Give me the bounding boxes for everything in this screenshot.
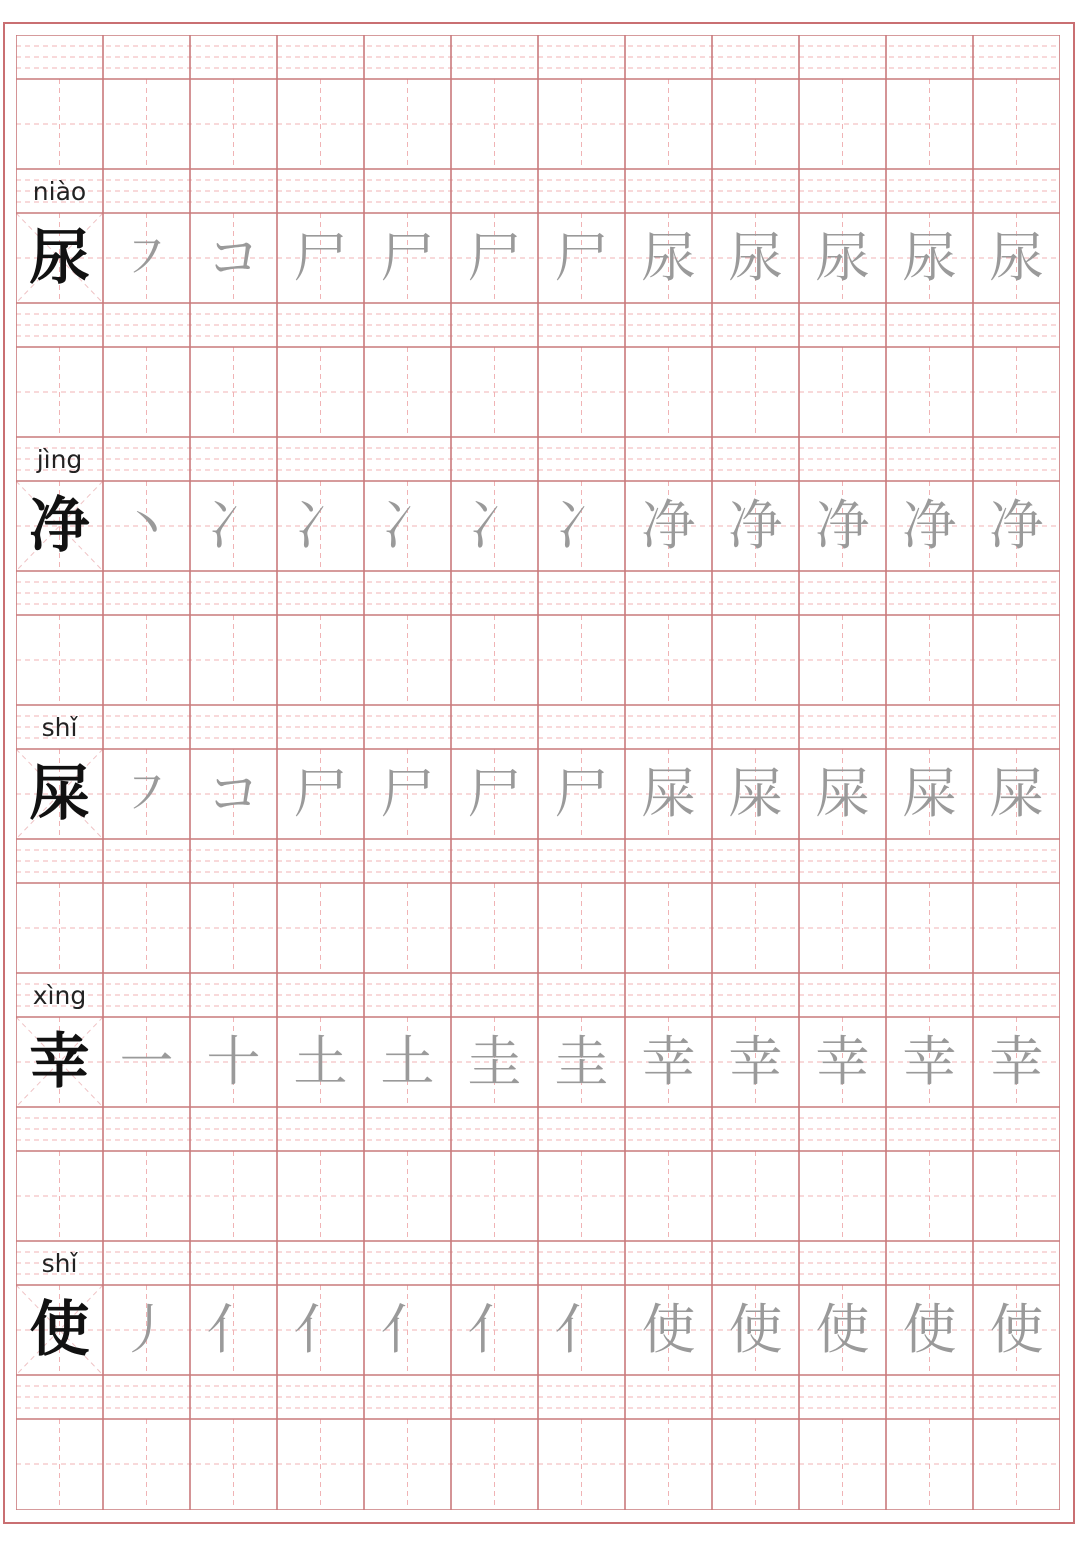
stroke-order-step: 尿 (815, 226, 870, 289)
stroke-order-step: ㇇ (119, 762, 174, 825)
stroke-order-step: 净 (728, 494, 783, 557)
stroke-order-step: 使 (989, 1298, 1044, 1361)
stroke-order-step: 冫 (380, 494, 435, 557)
model-character: 使 (29, 1295, 90, 1365)
model-character: 净 (29, 491, 90, 561)
stroke-order-step: 圭 (467, 1030, 522, 1093)
stroke-order-step: 丶 (119, 494, 174, 557)
stroke-order-step: コ (206, 762, 261, 825)
stroke-order-step: 尸 (467, 226, 522, 289)
stroke-order-step: コ (206, 226, 261, 289)
pinyin-label: shǐ (41, 1249, 78, 1278)
stroke-order-step: 丿 (119, 1298, 174, 1361)
stroke-order-step: 尸 (293, 226, 348, 289)
stroke-order-step: 冫 (206, 494, 261, 557)
stroke-order-step: 十 (206, 1030, 261, 1093)
stroke-order-step: 亻 (293, 1298, 348, 1361)
stroke-order-step: 一 (119, 1030, 174, 1093)
stroke-order-step: 尸 (554, 226, 609, 289)
pinyin-label: xìng (32, 981, 87, 1010)
stroke-order-step: 尿 (989, 226, 1044, 289)
stroke-order-step: 圭 (554, 1030, 609, 1093)
model-character: 尿 (29, 223, 90, 293)
stroke-order-step: 尿 (902, 226, 957, 289)
stroke-order-step: 尿 (728, 226, 783, 289)
stroke-order-step: 净 (902, 494, 957, 557)
stroke-order-step: 尸 (467, 762, 522, 825)
stroke-order-step: 尸 (554, 762, 609, 825)
stroke-order-step: 屎 (815, 762, 870, 825)
stroke-order-step: 幸 (641, 1030, 696, 1093)
pinyin-label: shǐ (41, 713, 78, 742)
stroke-order-step: 尸 (293, 762, 348, 825)
stroke-order-step: 亻 (206, 1298, 261, 1361)
model-character: 幸 (29, 1027, 90, 1097)
stroke-order-step: 净 (641, 494, 696, 557)
stroke-order-step: 屎 (902, 762, 957, 825)
stroke-order-step: 幸 (902, 1030, 957, 1093)
model-character: 屎 (29, 759, 90, 829)
stroke-order-step: 冫 (554, 494, 609, 557)
stroke-order-step: 亻 (380, 1298, 435, 1361)
stroke-order-step: 净 (989, 494, 1044, 557)
stroke-order-step: 使 (641, 1298, 696, 1361)
stroke-order-step: 亻 (467, 1298, 522, 1361)
stroke-order-step: 使 (902, 1298, 957, 1361)
stroke-order-step: 屎 (641, 762, 696, 825)
stroke-order-step: ㇇ (119, 226, 174, 289)
stroke-order-step: 冫 (293, 494, 348, 557)
stroke-order-step: 幸 (728, 1030, 783, 1093)
stroke-order-step: 尿 (641, 226, 696, 289)
stroke-order-step: 屎 (728, 762, 783, 825)
stroke-order-step: 使 (728, 1298, 783, 1361)
stroke-order-step: 冫 (467, 494, 522, 557)
stroke-order-step: 净 (815, 494, 870, 557)
pinyin-label: jìng (36, 445, 83, 474)
stroke-order-step: 尸 (380, 762, 435, 825)
stroke-order-step: 使 (815, 1298, 870, 1361)
pinyin-label: niào (32, 177, 87, 206)
stroke-order-step: 幸 (815, 1030, 870, 1093)
stroke-order-step: 幸 (989, 1030, 1044, 1093)
stroke-order-step: 土 (380, 1030, 435, 1093)
practice-grid (16, 35, 1060, 1510)
stroke-order-step: 亻 (554, 1298, 609, 1361)
stroke-order-step: 屎 (989, 762, 1044, 825)
stroke-order-step: 尸 (380, 226, 435, 289)
stroke-order-step: 土 (293, 1030, 348, 1093)
